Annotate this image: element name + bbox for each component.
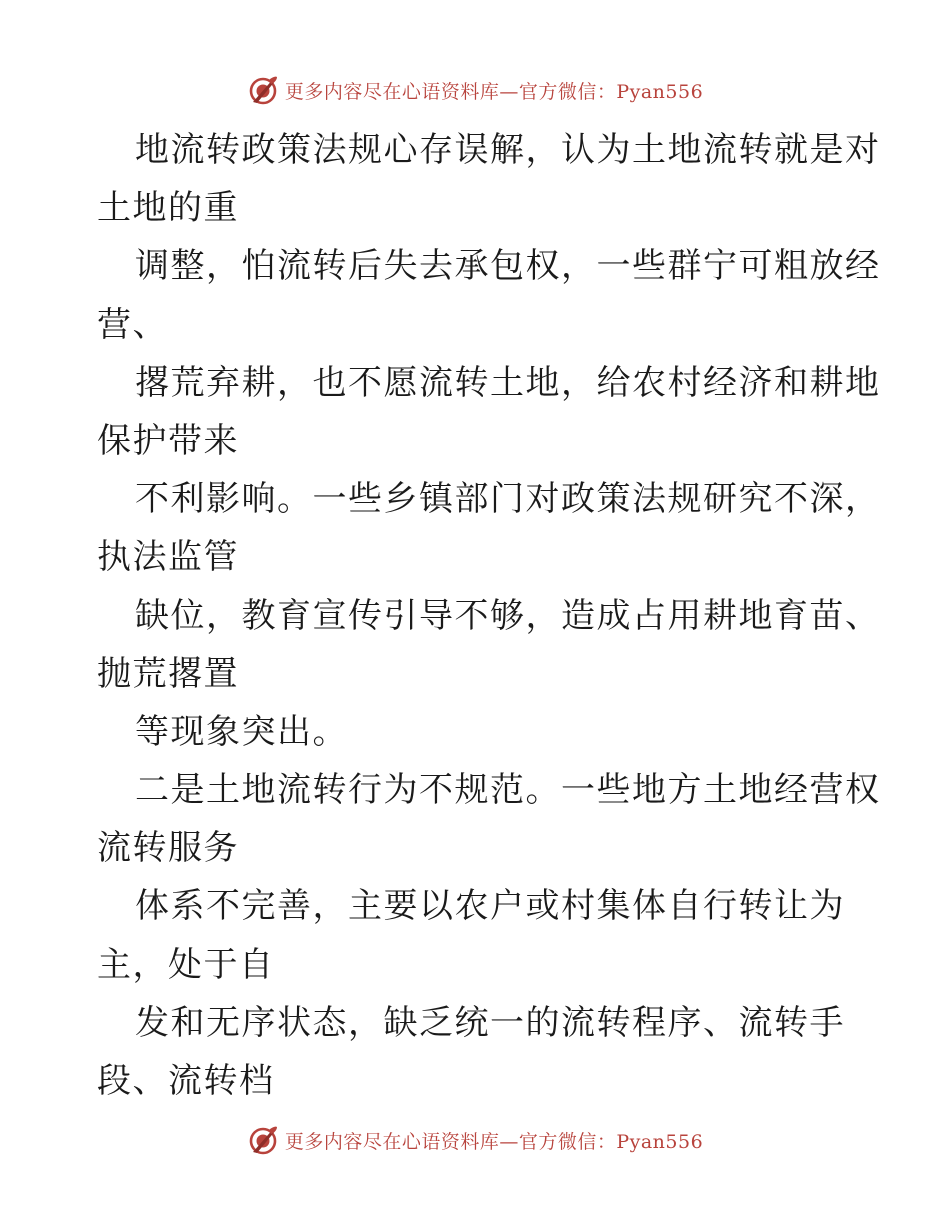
text-line: 缺位，教育宣传引导不够，造成占用耕地育苗、 [135, 595, 881, 636]
text-line: 调整，怕流转后失去承包权，一些群宁可粗放经 [135, 246, 881, 287]
text-line: 地流转政策法规心存误解，认为土地流转就是对 [135, 130, 881, 170]
text-line: 流转服务 [97, 828, 239, 869]
text-line: 保护带来 [97, 420, 239, 461]
text-line: 撂荒弃耕，也不愿流转土地，给农村经济和耕地 [135, 362, 881, 403]
text-line: 段、流转档 [97, 1061, 275, 1101]
footer-banner [0, 1120, 950, 1160]
text-line: 主，处于自 [97, 944, 275, 985]
text-line: 土地的重 [97, 188, 239, 229]
header-banner-text: 更多内容尽在心语资料库—官方微信：Pyan556 [284, 80, 704, 103]
quill-seal-icon [247, 1124, 279, 1156]
text-line: 二是土地流转行为不规范。一些地方土地经营权 [135, 770, 881, 811]
text-line: 发和无序状态，缺乏统一的流转程序、流转手 [135, 1002, 845, 1043]
text-line: 等现象突出。 [135, 711, 348, 752]
text-line: 不利影响。一些乡镇部门对政策法规研究不深， [135, 479, 881, 520]
body-text [97, 121, 881, 1110]
text-line: 执法监管 [97, 537, 239, 578]
header-banner [0, 70, 950, 110]
text-line: 体系不完善，主要以农户或村集体自行转让为 [135, 886, 845, 927]
text-line: 抛荒撂置 [97, 653, 239, 694]
footer-banner-text: 更多内容尽在心语资料库—官方微信：Pyan556 [284, 1130, 704, 1153]
quill-seal-icon [247, 74, 279, 106]
text-line: 营、 [97, 304, 168, 345]
